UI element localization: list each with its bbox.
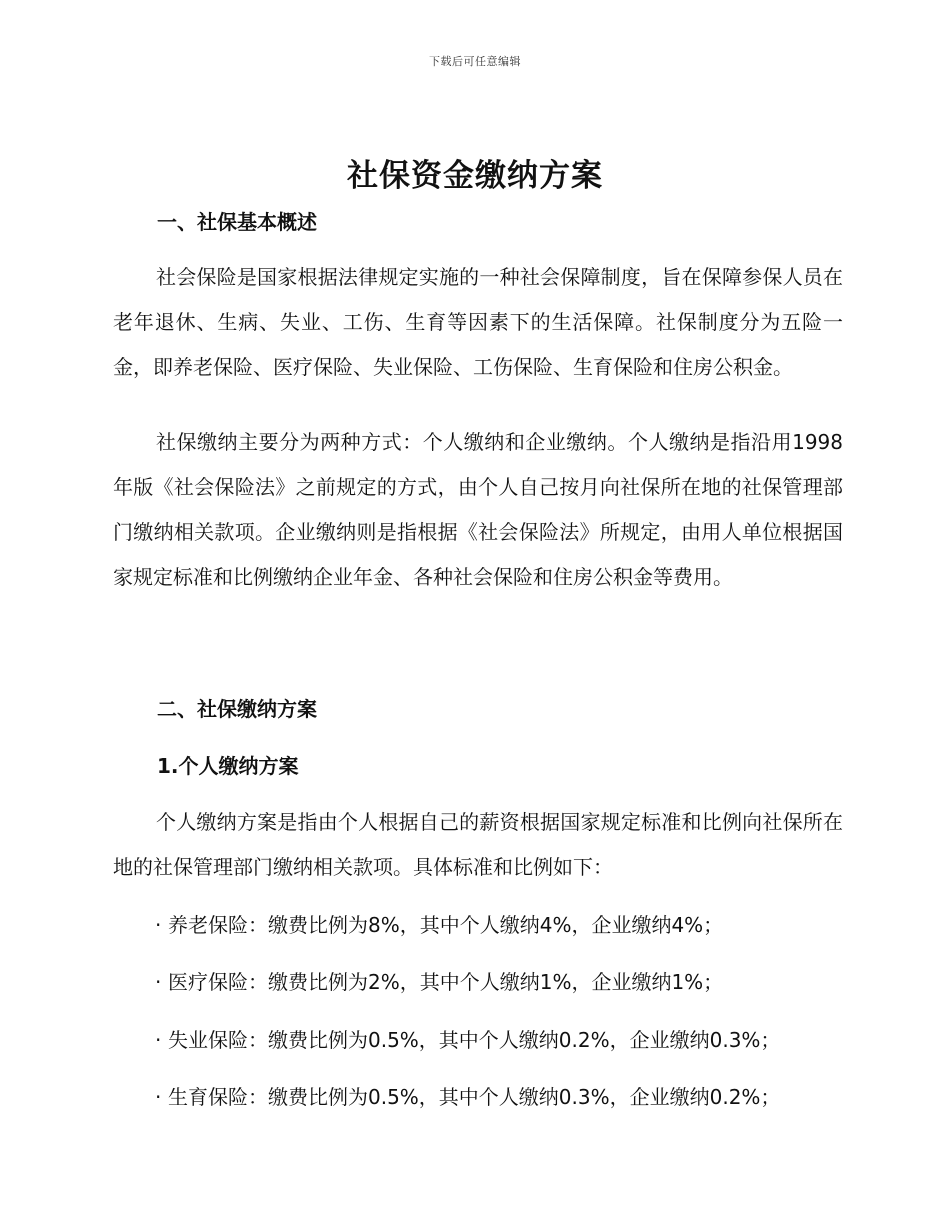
paragraph-overview-2: 社保缴纳主要分为两种方式：个人缴纳和企业缴纳。个人缴纳是指沿用1998年版《社会保险法》之前规定的方式，由个人自己按月向社保所在地的社保管理部门缴纳相关款项。企业缴纳则是指根据《社会保险法》所规定，由用人单位根据国家规定标准和比例缴纳企业年金、各种社会保险和住房公积金等费用。 (113, 430, 843, 589)
bullet-dot: · (155, 913, 162, 937)
list-item-text: 生育保险：缴费比例为0.5%，其中个人缴纳0.3%，企业缴纳0.2%； (168, 1085, 781, 1109)
paragraph-personal-plan: 个人缴纳方案是指由个人根据自己的薪资根据国家规定标准和比例向社保所在地的社保管理部门缴纳相关款项。具体标准和比例如下： (113, 810, 843, 879)
list-item (155, 968, 723, 996)
list-item (155, 911, 723, 939)
page-title: 社保资金缴纳方案 (347, 158, 603, 194)
bullet-dot: · (155, 970, 162, 994)
header-note: 下载后可任意编辑 (429, 55, 521, 68)
section-heading-overview: 一、社保基本概述 (157, 210, 317, 234)
list-item-text: 失业保险：缴费比例为0.5%，其中个人缴纳0.2%，企业缴纳0.3%； (168, 1028, 781, 1052)
paragraph-overview-1: 社会保险是国家根据法律规定实施的一种社会保障制度，旨在保障参保人员在老年退休、生病、失业、工伤、生育等因素下的生活保障。社保制度分为五险一金，即养老保险、医疗保险、失业保险、工伤保险、生育保险和住房公积金。 (113, 265, 843, 379)
bullet-dot: · (155, 1085, 162, 1109)
list-item (155, 1026, 780, 1054)
bullet-dot: · (155, 1028, 162, 1052)
list-item (155, 1083, 780, 1111)
section-heading-plan: 二、社保缴纳方案 (157, 697, 317, 721)
list-item-text: 医疗保险：缴费比例为2%，其中个人缴纳1%，企业缴纳1%； (168, 970, 724, 994)
list-item-text: 养老保险：缴费比例为8%，其中个人缴纳4%，企业缴纳4%； (168, 913, 724, 937)
subsection-heading-personal: 1.个人缴纳方案 (157, 754, 299, 778)
